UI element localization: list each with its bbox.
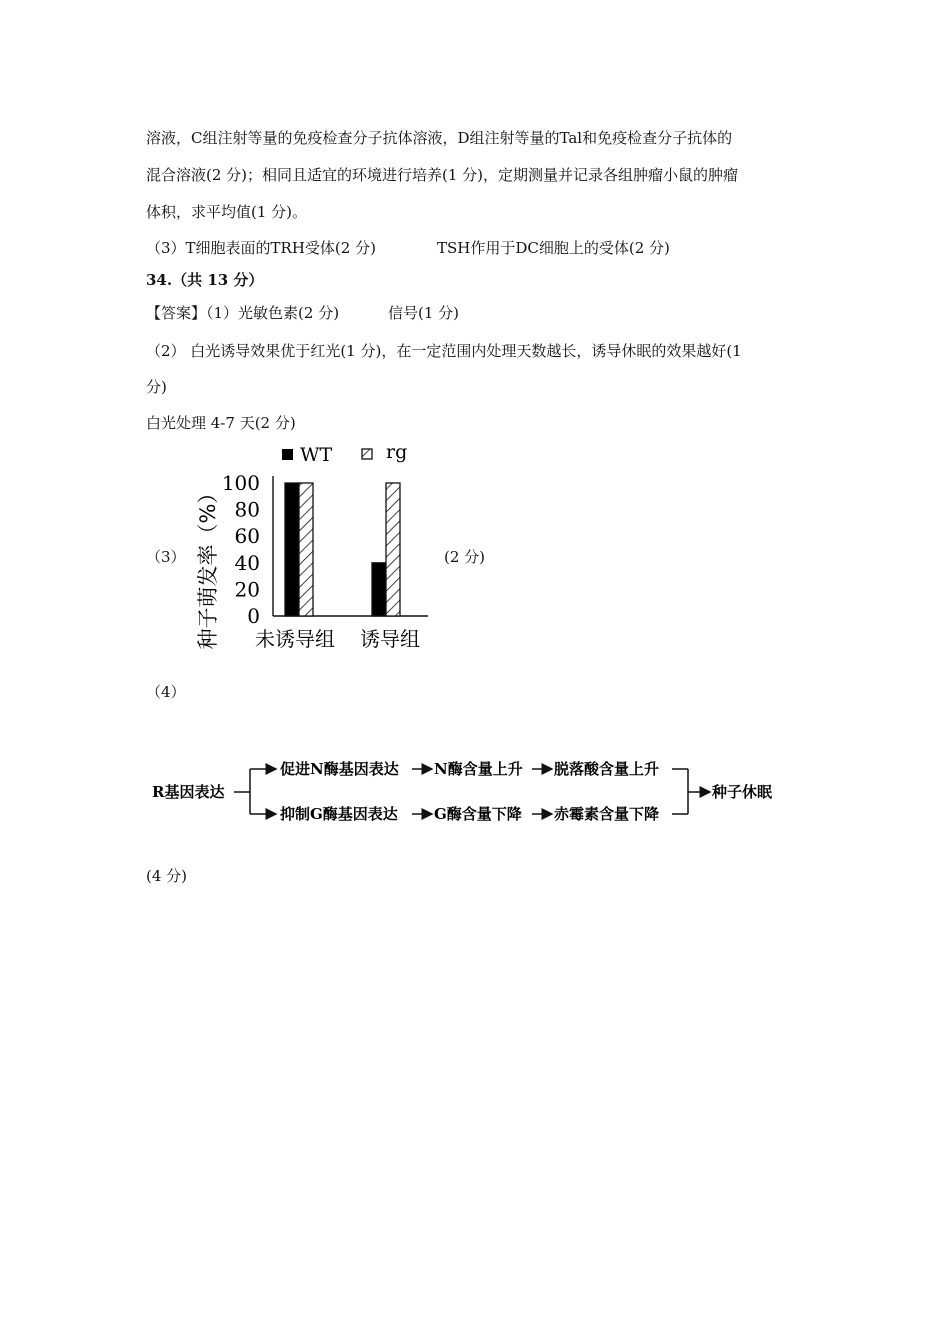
bar-rg-1 bbox=[386, 483, 400, 616]
y-tick-label: 0 bbox=[247, 604, 260, 628]
answer-3-label: （3） bbox=[146, 548, 186, 566]
source-node: R基因表达 bbox=[152, 783, 225, 801]
category-label: 诱导组 bbox=[360, 627, 420, 651]
text-line-1: 溶液，C组注射等量的免疫检查分子抗体溶液，D组注射等量的Tal和免疫检查分子抗体的 bbox=[146, 129, 733, 147]
top-step-3: 脱落酸含量上升 bbox=[554, 760, 660, 778]
result-node: 种子休眠 bbox=[712, 783, 773, 801]
answer-1-part2: 信号(1 分) bbox=[388, 304, 460, 322]
top-step-1: 促进N酶基因表达 bbox=[280, 760, 399, 778]
gene-flow-diagram bbox=[150, 752, 830, 832]
bar-WT-0 bbox=[285, 483, 299, 616]
legend-label-WT: WT bbox=[300, 444, 333, 466]
answer-1-part1: 【答案】（1）光敏色素(2 分) bbox=[146, 304, 340, 322]
y-tick-label: 20 bbox=[234, 577, 260, 602]
legend-label-rg: rg bbox=[386, 441, 408, 463]
answer-3-part1: （3）T细胞表面的TRH受体(2 分) bbox=[146, 239, 376, 257]
text-line-2: 混合溶液(2 分)；相同且适宜的环境进行培养(1 分)，定期测量并记录各组肿瘤小鼠的肿瘤 bbox=[146, 166, 739, 184]
y-tick-label: 40 bbox=[234, 550, 260, 575]
legend-swatch-WT bbox=[282, 449, 293, 460]
answer-2-line3: 白光处理 4-7 天(2 分) bbox=[146, 414, 296, 432]
bar-rg-0 bbox=[299, 483, 313, 616]
top-step-2: N酶含量上升 bbox=[434, 760, 523, 778]
y-tick-label: 80 bbox=[234, 497, 260, 522]
text-line-3: 体积，求平均值(1 分)。 bbox=[146, 203, 308, 221]
answer-3-score: (2 分) bbox=[444, 548, 486, 566]
y-tick-label: 100 bbox=[221, 471, 260, 495]
y-tick-label: 60 bbox=[234, 524, 260, 549]
germination-bar-chart bbox=[190, 436, 440, 656]
bottom-step-3: 赤霉素含量下降 bbox=[554, 805, 660, 823]
legend-swatch-rg bbox=[362, 449, 372, 459]
answer-2-line1: （2） 白光诱导效果优于红光(1 分)，在一定范围内处理天数越长，诱导休眠的效果越好(1 bbox=[146, 342, 742, 360]
question-34-header: 34.（共 13 分） bbox=[146, 271, 264, 289]
bar-WT-1 bbox=[372, 563, 386, 616]
answer-4-score: (4 分) bbox=[146, 867, 188, 885]
answer-3-part2: TSH作用于DC细胞上的受体(2 分) bbox=[437, 239, 670, 257]
y-axis-label: 种子萌发率（%） bbox=[196, 482, 220, 650]
bottom-step-2: G酶含量下降 bbox=[434, 805, 522, 823]
category-label: 未诱导组 bbox=[255, 627, 335, 651]
answer-4-label: （4） bbox=[146, 683, 186, 701]
answer-2-line2: 分) bbox=[146, 378, 167, 396]
bottom-step-1: 抑制G酶基因表达 bbox=[280, 805, 398, 823]
